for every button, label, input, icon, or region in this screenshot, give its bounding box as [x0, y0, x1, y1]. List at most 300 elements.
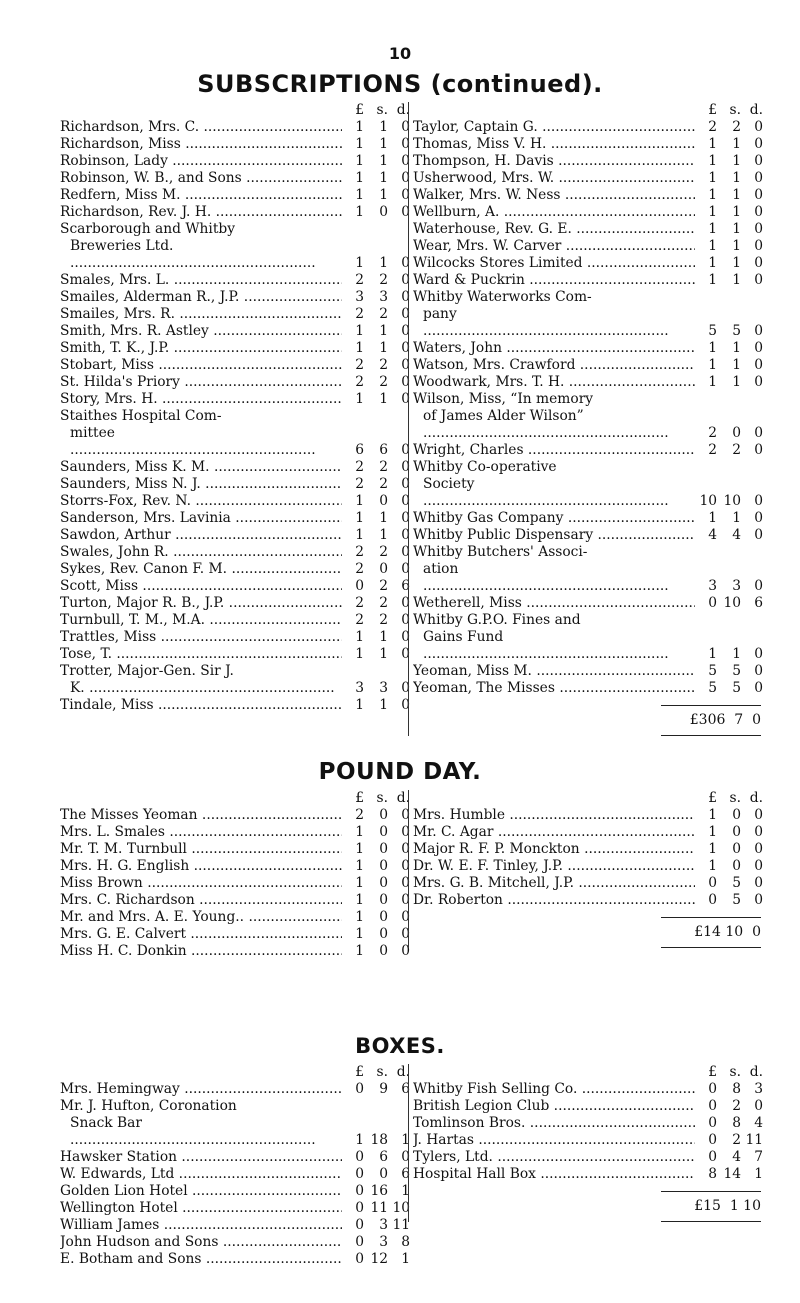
- entry-name: [413, 680, 695, 697]
- shillings-value: 0: [732, 824, 741, 840]
- entry-name-line1: Scarborough and Whitby: [60, 221, 236, 237]
- pounds-value: 6: [355, 442, 364, 458]
- shillings-value: 1: [379, 510, 388, 526]
- pounds-value: 0: [708, 1098, 717, 1114]
- entry-name: [413, 459, 695, 510]
- entry-row: [413, 357, 763, 374]
- shillings-value: 5: [732, 892, 741, 908]
- entry-name: [60, 204, 342, 221]
- pence-value: 0: [401, 875, 410, 891]
- shillings-value: 18: [370, 1132, 388, 1148]
- entry-name-text: Sanderson, Mrs. Lavinia .....: [60, 510, 342, 526]
- entry-name-text: Sykes, Rev. Canon F. M. .....: [60, 561, 342, 577]
- entry-name: [60, 892, 342, 909]
- entry-name: [60, 1251, 342, 1268]
- pounds-value: 2: [708, 425, 717, 441]
- entry-name: [413, 289, 695, 340]
- pounds-value: 1: [355, 187, 364, 203]
- entry-name: [413, 187, 695, 204]
- entry-row: [413, 612, 763, 663]
- shillings-value: 4: [732, 527, 741, 543]
- shillings-value: 1: [732, 340, 741, 356]
- pounds-value: 1: [355, 875, 364, 891]
- entry-row: [60, 1217, 410, 1234]
- entry-name: [413, 544, 695, 595]
- pence-value: 0: [401, 561, 410, 577]
- entry-name-line2-text: mittee .....: [70, 425, 316, 458]
- page-number: 10: [388, 44, 412, 63]
- entry-row: [413, 255, 763, 272]
- pounds-value: 1: [355, 926, 364, 942]
- entry-name-text: Wear, Mrs. W. Carver .....: [413, 238, 695, 254]
- pounds-value: 1: [708, 807, 717, 823]
- entry-name: [60, 408, 342, 459]
- entry-row: [413, 204, 763, 221]
- pounds-value: 1: [708, 153, 717, 169]
- entry-name: [60, 119, 342, 136]
- entry-name: [413, 442, 695, 459]
- pence-value: 0: [754, 170, 763, 186]
- entry-row: [413, 340, 763, 357]
- entry-name-text: Woodwark, Mrs. T. H. .....: [413, 374, 695, 390]
- pounds-value: 1: [355, 136, 364, 152]
- pence-value: 0: [401, 680, 410, 696]
- entry-name-text: Wellburn, A. .....: [413, 204, 695, 220]
- shillings-value: 1: [732, 170, 741, 186]
- entry-name-text: Whitby Gas Company .....: [413, 510, 695, 526]
- pence-value: 0: [754, 119, 763, 135]
- entry-name: [60, 510, 342, 527]
- entry-name: [60, 943, 342, 960]
- pounds-value: 1: [708, 255, 717, 271]
- entry-row: [413, 289, 763, 340]
- entry-row: [413, 875, 763, 892]
- entry-name: [60, 289, 342, 306]
- boxes-right-column: [408, 1064, 763, 1222]
- shillings-value: 1: [732, 187, 741, 203]
- entry-name-line2: [413, 408, 695, 442]
- pounds-value: 3: [355, 289, 364, 305]
- entry-name-text: Usherwood, Mrs. W. .....: [413, 170, 695, 186]
- pence-value: 0: [401, 926, 410, 942]
- pounds-value: 0: [355, 1251, 364, 1267]
- shillings-value: 0: [379, 858, 388, 874]
- entry-row: [60, 646, 410, 663]
- pence-value: 3: [754, 1081, 763, 1097]
- entry-name: [413, 824, 695, 841]
- entry-row: [60, 697, 410, 714]
- entry-name-line1: Whitby Butchers' Associ-: [413, 544, 588, 560]
- entry-row: [60, 841, 410, 858]
- pounds-value: 2: [355, 459, 364, 475]
- entry-name: [60, 663, 342, 697]
- shillings-value: 1: [379, 323, 388, 339]
- total-rule-bottom: [661, 1221, 761, 1222]
- entry-row: [60, 170, 410, 187]
- shillings-value: 2: [379, 612, 388, 628]
- section-total: £14 10 0: [694, 924, 761, 940]
- pence-value: 0: [754, 875, 763, 891]
- entry-row: [413, 459, 763, 510]
- entry-name-line2-text: Breweries Ltd. .....: [70, 238, 316, 271]
- currency-header: [413, 1064, 763, 1081]
- section-total: £15 1 10: [694, 1198, 761, 1214]
- entry-name: [60, 221, 342, 272]
- shillings-value: 3: [379, 680, 388, 696]
- entry-name: [413, 841, 695, 858]
- pounds-value: 1: [355, 119, 364, 135]
- pence-value: 0: [754, 425, 763, 441]
- pounds-value: 3: [355, 680, 364, 696]
- entry-name: [413, 204, 695, 221]
- entry-row: [60, 510, 410, 527]
- total-block: [413, 917, 763, 948]
- entry-name-text: Thomas, Miss V. H. .....: [413, 136, 695, 152]
- pence-value: 11: [392, 1217, 410, 1233]
- entry-name: [60, 595, 342, 612]
- pounds-value: 0: [355, 1200, 364, 1216]
- entry-row: [413, 153, 763, 170]
- pounds-value: 2: [355, 306, 364, 322]
- entry-name: [60, 1081, 342, 1098]
- shillings-value: 8: [732, 1081, 741, 1097]
- entry-row: [413, 1081, 763, 1098]
- entry-name-line2-text: Gains Fund .....: [423, 629, 669, 662]
- pounds-value: 10: [699, 493, 717, 509]
- entry-name-text: Mrs. G. E. Calvert .....: [60, 926, 342, 942]
- pounds-value: 2: [708, 119, 717, 135]
- pence-value: 0: [401, 892, 410, 908]
- pence-value: 0: [401, 272, 410, 288]
- shillings-value: 6: [379, 1149, 388, 1165]
- pence-header: d.: [396, 102, 410, 118]
- entry-row: [60, 544, 410, 561]
- pounds-value: 1: [708, 858, 717, 874]
- pounds-value: 8: [708, 1166, 717, 1182]
- entry-name-line2-text: K. .....: [70, 680, 335, 696]
- entry-name: [413, 153, 695, 170]
- currency-header-spacer: [60, 1064, 342, 1081]
- entry-name-text: Waters, John .....: [413, 340, 695, 356]
- pence-value: 0: [401, 807, 410, 823]
- shillings-value: 1: [379, 255, 388, 271]
- pence-value: 6: [401, 578, 410, 594]
- entry-name-text: Yeoman, The Misses .....: [413, 680, 695, 696]
- entry-name-text: Miss Brown .....: [60, 875, 342, 891]
- shillings-value: 2: [379, 357, 388, 373]
- pence-value: 1: [754, 1166, 763, 1182]
- entry-name-text: Mrs. C. Richardson .....: [60, 892, 342, 908]
- entry-name-line2-text: Snack Bar .....: [70, 1115, 316, 1148]
- pence-value: 0: [754, 807, 763, 823]
- shillings-value: 1: [732, 221, 741, 237]
- pounds-value: 5: [708, 663, 717, 679]
- shillings-value: 0: [379, 204, 388, 220]
- pence-value: 0: [401, 824, 410, 840]
- entry-row: [60, 493, 410, 510]
- entry-name-text: Sawdon, Arthur .....: [60, 527, 342, 543]
- entry-name-line2-text: pany .....: [423, 306, 669, 339]
- shillings-value: 6: [379, 442, 388, 458]
- shillings-value: 0: [379, 909, 388, 925]
- entry-row: [60, 306, 410, 323]
- pence-value: 0: [401, 510, 410, 526]
- pounds-value: 0: [355, 1149, 364, 1165]
- entry-name-line2: [413, 629, 695, 663]
- entry-name: [413, 1166, 695, 1183]
- entry-name: [413, 340, 695, 357]
- entry-name-line2: [413, 561, 695, 595]
- entry-name-text: Hawsker Station .....: [60, 1149, 342, 1165]
- pence-value: 8: [401, 1234, 410, 1250]
- entry-row: [60, 459, 410, 476]
- pence-value: 0: [754, 153, 763, 169]
- currency-header: [60, 1064, 410, 1081]
- entry-name: [60, 1234, 342, 1251]
- pence-value: 0: [401, 136, 410, 152]
- currency-header-spacer: [413, 102, 695, 119]
- pounds-value: 1: [708, 510, 717, 526]
- entry-name-text: Golden Lion Hotel .....: [60, 1183, 342, 1199]
- entry-name-text: Mrs. L. Smales .....: [60, 824, 342, 840]
- entry-row: [60, 858, 410, 875]
- entry-name: [60, 391, 342, 408]
- pence-value: 0: [401, 391, 410, 407]
- entry-row: [60, 527, 410, 544]
- pence-value: 0: [401, 153, 410, 169]
- pence-value: 6: [754, 595, 763, 611]
- entry-name: [60, 875, 342, 892]
- pounds-value: 0: [355, 1166, 364, 1182]
- shillings-value: 3: [379, 289, 388, 305]
- pounds-value: 1: [708, 646, 717, 662]
- pounds-value: 1: [708, 824, 717, 840]
- entry-name-text: Saunders, Miss K. M. .....: [60, 459, 342, 475]
- entry-name-text: Richardson, Rev. J. H. .....: [60, 204, 342, 220]
- entry-name: [60, 1183, 342, 1200]
- entry-name-text: Saunders, Miss N. J. .....: [60, 476, 342, 492]
- pounds-value: 2: [355, 612, 364, 628]
- entry-name: [60, 323, 342, 340]
- entry-name-text: Turton, Major R. B., J.P. .....: [60, 595, 342, 611]
- entry-name-line1: Wilson, Miss, “In memory: [413, 391, 594, 407]
- shillings-value: 0: [732, 841, 741, 857]
- entry-name-text: Mrs. Hemingway .....: [60, 1081, 342, 1097]
- pounds-value: 0: [708, 1149, 717, 1165]
- entry-row: [413, 807, 763, 824]
- pence-value: 0: [754, 527, 763, 543]
- currency-header: [413, 790, 763, 807]
- entry-name-text: Yeoman, Miss M. .....: [413, 663, 695, 679]
- entry-name-text: Thompson, H. Davis .....: [413, 153, 695, 169]
- entry-name: [413, 663, 695, 680]
- pence-value: 0: [401, 459, 410, 475]
- shillings-value: 1: [732, 255, 741, 271]
- entry-name: [60, 187, 342, 204]
- shillings-value: 2: [732, 119, 741, 135]
- shillings-value: 16: [370, 1183, 388, 1199]
- entry-row: [60, 595, 410, 612]
- pounds-value: 5: [708, 323, 717, 339]
- entry-name-text: Walker, Mrs. W. Ness .....: [413, 187, 695, 203]
- shillings-value: 10: [723, 595, 741, 611]
- shillings-value: 1: [379, 629, 388, 645]
- entry-name-text: Dr. W. E. F. Tinley, J.P. .....: [413, 858, 695, 874]
- shillings-value: 0: [379, 561, 388, 577]
- pence-value: 0: [754, 578, 763, 594]
- entry-row: [60, 153, 410, 170]
- pence-value: 0: [401, 629, 410, 645]
- entry-name: [413, 221, 695, 238]
- pence-header: d.: [749, 790, 763, 806]
- entry-row: [60, 875, 410, 892]
- pence-value: 6: [401, 1166, 410, 1182]
- shillings-value: 1: [732, 204, 741, 220]
- currency-header-spacer: [413, 790, 695, 807]
- entry-name-line2: [60, 680, 342, 697]
- entry-name-text: Smith, T. K., J.P. .....: [60, 340, 342, 356]
- shillings-value: 1: [732, 153, 741, 169]
- entry-name-line2: [413, 306, 695, 340]
- pence-value: 0: [401, 476, 410, 492]
- entry-name-text: Richardson, Miss .....: [60, 136, 342, 152]
- shillings-value: 1: [732, 357, 741, 373]
- pounds-value: 1: [355, 629, 364, 645]
- pounds-value: 1: [708, 221, 717, 237]
- entry-name-text: Robinson, W. B., and Sons .....: [60, 170, 342, 186]
- entry-row: [60, 663, 410, 697]
- entry-name-text: Miss H. C. Donkin .....: [60, 943, 342, 959]
- entry-name: [60, 1098, 342, 1149]
- shillings-value: 1: [379, 646, 388, 662]
- entry-name: [60, 841, 342, 858]
- pounds-value: 1: [708, 204, 717, 220]
- currency-header: [60, 790, 410, 807]
- entry-name: [60, 646, 342, 663]
- entry-row: [60, 909, 410, 926]
- pounds-value: 1: [355, 510, 364, 526]
- entry-name-line2: [60, 425, 342, 459]
- entry-name-line2: [413, 476, 695, 510]
- entry-row: [60, 204, 410, 221]
- shillings-value: 1: [732, 510, 741, 526]
- pence-header: d.: [749, 1064, 763, 1080]
- entry-name-text: Tomlinson Bros. .....: [413, 1115, 695, 1131]
- entry-row: [413, 136, 763, 153]
- entry-name: [60, 578, 342, 595]
- pounds-value: 0: [355, 1183, 364, 1199]
- shillings-value: 1: [732, 646, 741, 662]
- currency-header: [60, 102, 410, 119]
- entry-name: [60, 527, 342, 544]
- entry-name: [413, 1115, 695, 1132]
- pounds-value: 0: [708, 892, 717, 908]
- entry-row: [60, 629, 410, 646]
- entry-name: [413, 875, 695, 892]
- entry-name-text: Wright, Charles .....: [413, 442, 695, 458]
- entry-row: [413, 544, 763, 595]
- entry-name-text: W. Edwards, Ltd .....: [60, 1166, 342, 1182]
- shillings-value: 1: [379, 119, 388, 135]
- shillings-value: 1: [379, 697, 388, 713]
- entry-name: [60, 629, 342, 646]
- entry-name: [60, 1200, 342, 1217]
- pounds-value: 1: [355, 697, 364, 713]
- pounds-value: 1: [355, 391, 364, 407]
- shillings-value: 3: [379, 1217, 388, 1233]
- pounds-value: 2: [355, 476, 364, 492]
- pence-value: 7: [754, 1149, 763, 1165]
- pence-value: 0: [754, 136, 763, 152]
- entry-name-text: Scott, Miss .....: [60, 578, 342, 594]
- shillings-value: 1: [379, 153, 388, 169]
- entry-name: [60, 340, 342, 357]
- entry-name-text: Tindale, Miss .....: [60, 697, 342, 713]
- entry-name: [413, 595, 695, 612]
- entry-name: [60, 272, 342, 289]
- entry-row: [60, 323, 410, 340]
- entry-name: [413, 527, 695, 544]
- entry-row: [413, 1166, 763, 1183]
- entry-name: [60, 561, 342, 578]
- pounds-value: 1: [355, 646, 364, 662]
- entry-name-text: Mrs. H. G. English .....: [60, 858, 342, 874]
- shillings-value: 1: [379, 391, 388, 407]
- entry-name: [60, 153, 342, 170]
- pence-value: 0: [401, 170, 410, 186]
- pounds-value: 1: [708, 357, 717, 373]
- shillings-value: 8: [732, 1115, 741, 1131]
- shillings-value: 1: [732, 374, 741, 390]
- entry-name-text: Wellington Hotel .....: [60, 1200, 342, 1216]
- shillings-value: 2: [379, 595, 388, 611]
- pounds-value: 1: [355, 858, 364, 874]
- entry-name: [60, 459, 342, 476]
- pence-value: 0: [754, 238, 763, 254]
- shillings-value: 14: [723, 1166, 741, 1182]
- pounds-value: 1: [355, 892, 364, 908]
- section-title-subscriptions: SUBSCRIPTIONS (continued).: [197, 70, 603, 98]
- entry-row: [60, 1251, 410, 1268]
- pounds-header: £: [355, 102, 364, 118]
- pence-value: 0: [754, 357, 763, 373]
- pounds-value: 2: [355, 357, 364, 373]
- entry-name-text: Wilcocks Stores Limited .....: [413, 255, 695, 271]
- entry-name-text: Hospital Hall Box .....: [413, 1166, 695, 1182]
- entry-name-line2-text: ation .....: [423, 561, 669, 594]
- entry-row: [60, 943, 410, 960]
- entry-name-text: William James .....: [60, 1217, 342, 1233]
- entry-name-text: Smales, Mrs. L. .....: [60, 272, 342, 288]
- section-title-boxes: BOXES.: [355, 1034, 445, 1058]
- pence-value: 1: [401, 1132, 410, 1148]
- entry-name: [413, 272, 695, 289]
- pence-value: 0: [401, 357, 410, 373]
- entry-name: [413, 357, 695, 374]
- entry-name-text: Wetherell, Miss .....: [413, 595, 695, 611]
- shillings-value: 1: [732, 272, 741, 288]
- shillings-value: 1: [379, 340, 388, 356]
- pounds-value: 1: [355, 841, 364, 857]
- entry-row: [413, 680, 763, 697]
- entry-row: [60, 892, 410, 909]
- boxes-left-column: [60, 1064, 410, 1268]
- pence-value: 11: [745, 1132, 763, 1148]
- pounds-value: 0: [355, 1217, 364, 1233]
- pounds-header: £: [708, 102, 717, 118]
- entry-row: [413, 892, 763, 909]
- entry-name: [60, 824, 342, 841]
